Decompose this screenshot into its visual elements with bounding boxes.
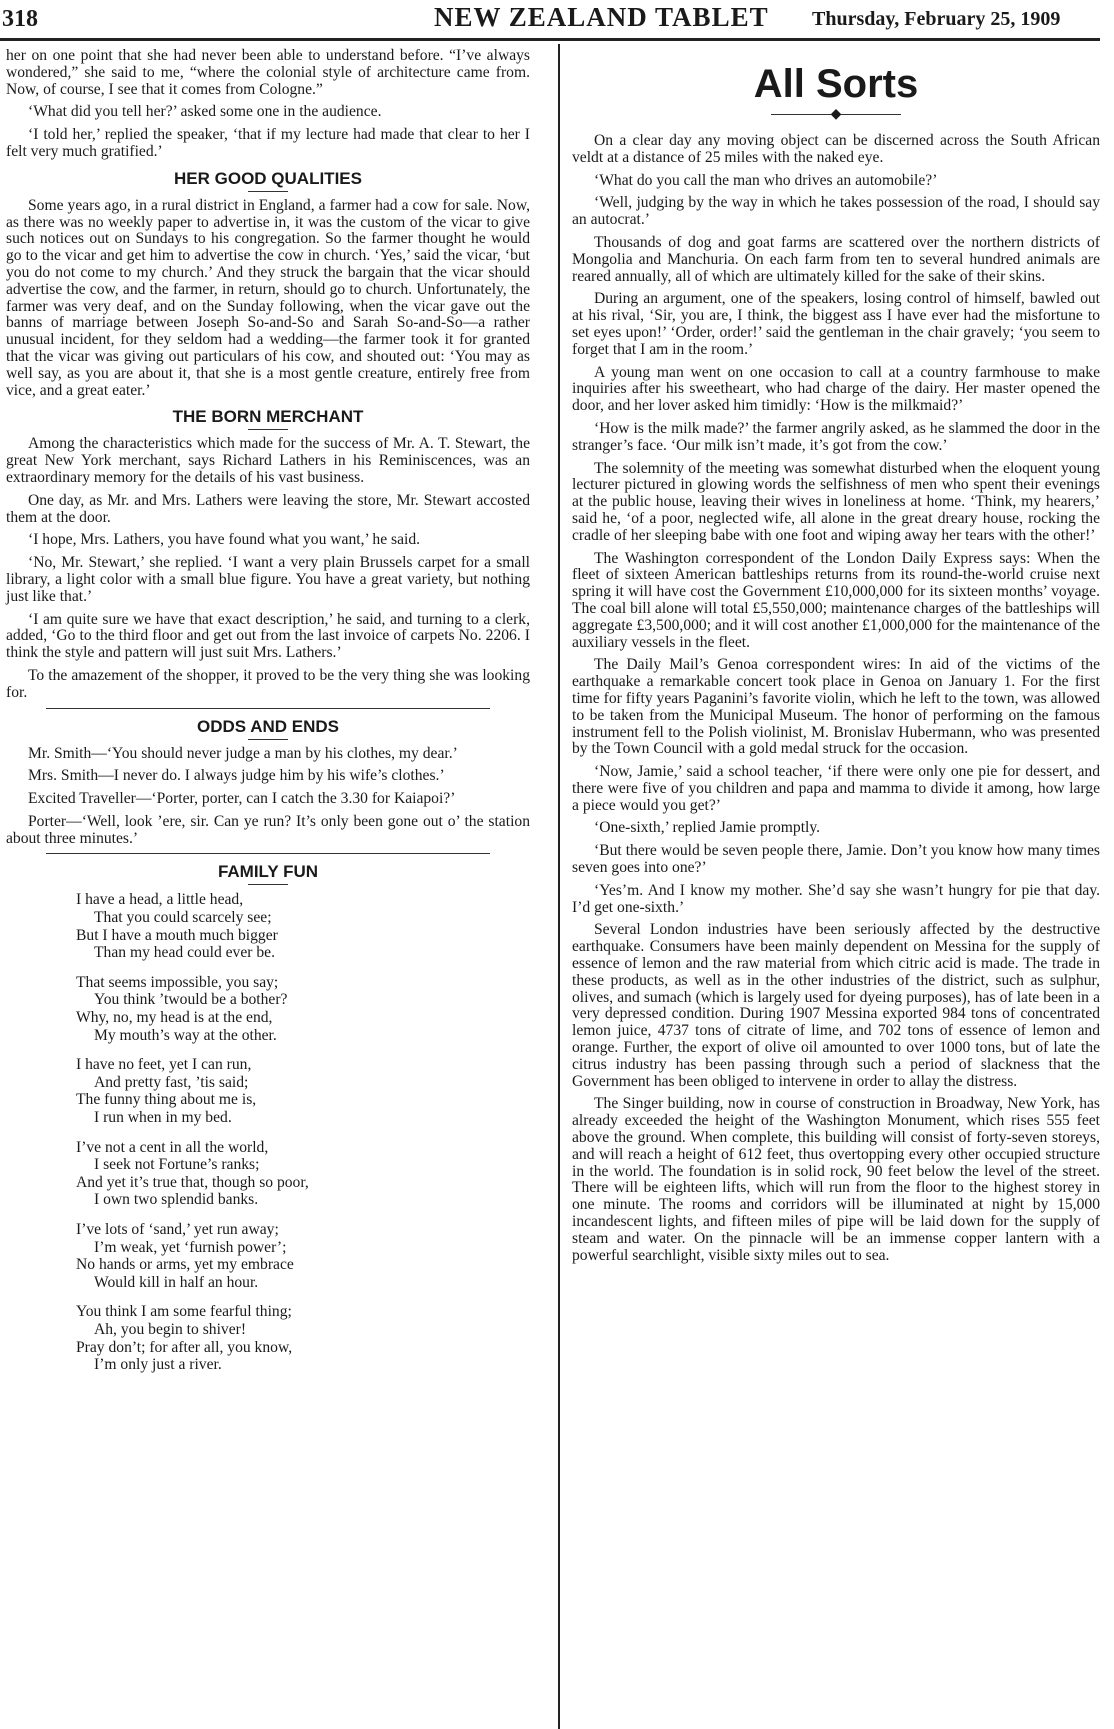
poem-line: I have a head, a little head, xyxy=(76,891,244,909)
all-sorts-paragraph: A young man went on one occasion to call at a country farmhouse to make inquiries after his sweetheart, who had charge of the dairy. Her master opened the door, and her lover asked him timidly: ‘How is the milkmaid?’ xyxy=(572,363,1100,415)
masthead-rule xyxy=(0,38,1100,41)
all-sorts-paragraph: ‘Now, Jamie,’ said a school teacher, ‘if there were only one pie for dessert, and there were five of you children and papa and mamma to divide it among, how large a piece would you get?’ xyxy=(572,763,1100,814)
article-paragraph: ‘No, Mr. Stewart,’ she replied. ‘I want a very plain Brussels carpet for a small library, a light color with a small blue figure. You have a great variety, but nothing just like that.’ xyxy=(6,554,530,605)
intro-paragraph: ‘I told her,’ replied the speaker, ‘that if my lecture had made that clear to her I felt very much gratified.’ xyxy=(6,126,530,160)
poem-line: Pray don’t; for after all, you know, xyxy=(76,1338,293,1356)
poem-stanza xyxy=(76,974,530,1044)
paper-title: NEW ZEALAND TABLET xyxy=(434,2,769,32)
article-paragraph: ‘I hope, Mrs. Lathers, you have found what you want,’ he said. xyxy=(28,531,421,549)
poem-line: Why, no, my head is at the end, xyxy=(76,1009,273,1027)
poem-line: That seems impossible, you say; xyxy=(76,973,279,991)
right-column xyxy=(572,48,1100,1270)
poem-line: That you could scarcely see; xyxy=(94,909,272,927)
issue-date: Thursday, February 25, 1909 xyxy=(812,8,1061,30)
column-divider xyxy=(558,44,560,1729)
all-sorts-paragraph: Several London industries have been seriously affected by the destructive earthquake. Consumers have been mainly dependent on Messina for the supply of essence of lemon and the raw material from which citric acid is made. The trade in these products, as well as in the other industries of the district, such as sulphur, olives, and sumach (which is largely used for dyeing purposes), has of late been in a very depressed condition. During 1907 Messina exported 984 tons of concentrated lemon juice, 4737 tons of citrate of lime, and 702 tons of essence of lemon and orange. Further, the export of olive oil amounted to over 1000 tons, but of late the citrus industry has been passing through such a period of slackness that the Government has been obliged to intervene in order to allay the distress. xyxy=(572,921,1100,1090)
article-paragraph: ‘I am quite sure we have that exact description,’ he said, and turning to a clerk, added, ‘Go to the third floor and get out from the last invoice of carpets No. 2206. I think the style and pattern will just suit Mrs. Lathers.’ xyxy=(6,610,530,662)
all-sorts-paragraph: On a clear day any moving object can be discerned across the South African veldt at a distance of 25 miles with the naked eye. xyxy=(572,132,1100,166)
article-paragraph: Mr. Smith—‘You should never judge a man by his clothes, my dear.’ xyxy=(28,744,458,762)
intro-paragraph: ‘What did you tell her?’ asked some one in the audience. xyxy=(28,103,382,121)
poem-line: I run when in my bed. xyxy=(94,1109,232,1127)
poem-line: Ah, you begin to shiver! xyxy=(94,1320,247,1338)
all-sorts-paragraph: ‘Well, judging by the way in which he takes possession of the road, I should say an autocrat.’ xyxy=(572,194,1100,229)
poem-line: My mouth’s way at the other. xyxy=(94,1026,277,1044)
all-sorts-paragraph: ‘What do you call the man who drives an automobile?’ xyxy=(594,171,938,189)
poem-line: The funny thing about me is, xyxy=(76,1091,257,1109)
heading-rule xyxy=(248,429,288,430)
article-paragraph: Among the characteristics which made for the success of Mr. A. T. Stewart, the great New York merchant, says Richard Lathers in his Reminiscences, was an extraordinary memory for the details of his vast business. xyxy=(6,435,530,486)
all-sorts-paragraph: During an argument, one of the speakers, losing control of himself, bawled out at his rival, ‘Sir, you are, I think, the biggest ass I have ever had the misfortune to set eyes upon!’ ‘Order, order!’ said the gentleman in the chair gravely; ‘you seem to forget that I am in the room.’ xyxy=(572,290,1100,358)
poem-line: I’m weak, yet ‘furnish power’; xyxy=(94,1238,287,1256)
poem-line: I seek not Fortune’s ranks; xyxy=(94,1156,260,1174)
page-number: 318 xyxy=(2,6,38,32)
poem-stanza xyxy=(76,1221,530,1291)
poem-line: I’ve lots of ‘sand,’ yet run away; xyxy=(76,1220,279,1238)
poem-stanza xyxy=(76,1056,530,1126)
poem-stanza xyxy=(76,1303,530,1373)
masthead xyxy=(0,0,1100,40)
all-sorts-paragraph: The Daily Mail’s Genoa correspondent wires: In aid of the victims of the earthquake a remarkable concert took place in Genoa on January 1. For the first time for fifty years Paganini’s favorite violin, which he left to the town, was allowed to be taken from the Municipal Museum. The honor of performing on the famous instrument fell to the Polish violinist, M. Bronislav Hubermann, who was presented by the Town Council with a gold medal struck for the occasion. xyxy=(572,656,1100,758)
poem-line: I’ve not a cent in all the world, xyxy=(76,1138,269,1156)
all-sorts-paragraph: The Singer building, now in course of construction in Broadway, New York, has already exceeded the height of the Washington Monument, which rises 555 feet above the ground. When complete, this building will consist of forty-seven storeys, and will reach a height of 612 feet, thus overtopping every other occupied structure in the world. The foundation is in solid rock, 90 feet below the level of the street. There will be eighteen lifts, which will run from the floor to the highest storey in one minute. The rooms and corridors will be illuminated at night by 15,000 incandescent lights, and fifteen miles of pipe will be laid down for the supply of steam and water. On the pinnacle will be an immense copper lantern with a powerful searchlight, visible sixty miles out to sea. xyxy=(572,1095,1100,1264)
poem-line: You think I am some fearful thing; xyxy=(76,1303,292,1321)
all-sorts-paragraph: The Washington correspondent of the London Daily Express says: When the fleet of sixteen American battleships returns from its round-the-world cruise next spring it will have cost the Government £10,000,000 for its sixteen months’ voyage. The coal bill alone will total £5,550,000; maintenance charges of the battleships will aggregate £3,500,000; and it will cost another £1,000,000 for the maintenance of the auxiliary vessels in the fleet. xyxy=(572,549,1100,651)
all-sorts-paragraph: The solemnity of the meeting was somewhat disturbed when the eloquent young lecturer pictured in glowing words the selfishness of men who spent their evenings at the public house, leaving their wives in loneliness at home. ‘Think, my hearers,’ said he, ‘of a poor, neglected wife, all alone in the great dreary house, rocking the cradle of her sleeping babe with one foot and wiping away her tears with the other!’ xyxy=(572,459,1100,544)
article-paragraph: Some years ago, in a rural district in England, a farmer had a cow for sale. Now, as there was no weekly paper to advertise in, it was the custom of the vicar to give such notices out on Sundays to his congregation. So the farmer thought he would go to the vicar and get him to advertise the cow in church. ‘Yes,’ said the vicar, ‘but you do not come to my church.’ And they struck the bargain that the vicar should advertise the cow, and the farmer, in return, should go to church. Unfortunately, the farmer was very deaf, and on the Sunday following, when the vicar gave out the banns of marriage between Joseph So-and-So and Sarah So-and-So—a rather unusual incident, for they seldom had a wedding—the farmer took it for granted that the vicar was giving out particulars of his cow, and shouted out: ‘You may as well say, as you are about it, that she is a most gentle creature, entirely free from vice, and a great eater.’ xyxy=(6,196,530,399)
poem-stanza xyxy=(76,891,530,961)
all-sorts-heading: All Sorts xyxy=(753,62,919,106)
article-paragraph: Excited Traveller—‘Porter, porter, can I catch the 3.30 for Kaiapoi?’ xyxy=(28,790,456,808)
poem-line: No hands or arms, yet my embrace xyxy=(76,1256,294,1274)
poem-line: And yet it’s true that, though so poor, xyxy=(76,1173,309,1191)
poem-line: And pretty fast, ’tis said; xyxy=(94,1073,249,1091)
section-heading: FAMILY FUN xyxy=(217,862,319,882)
section-heading: ODDS AND ENDS xyxy=(197,716,339,736)
article-paragraph: Porter—‘Well, look ’ere, sir. Can ye run? It’s only been gone out o’ the station about three minutes.’ xyxy=(6,812,530,847)
article-paragraph: Mrs. Smith—I never do. I always judge him by his wife’s clothes.’ xyxy=(28,767,445,785)
intro-paragraph: her on one point that she had never been able to understand before. “I’ve always wondered,” she said to me, “where the colonial style of architecture came from. Now, of course, I see that it comes from Cologne.” xyxy=(6,47,530,98)
all-sorts-paragraph: ‘How is the milk made?’ the farmer angrily asked, as he slammed the door in the stranger’s face. ‘Our milk isn’t made, it’s got from the cow.’ xyxy=(572,419,1100,454)
poem-line: Would kill in half an hour. xyxy=(94,1273,259,1291)
article-paragraph: To the amazement of the shopper, it proved to be the very thing she was looking for. xyxy=(6,666,530,701)
all-sorts-paragraph: ‘One-sixth,’ replied Jamie promptly. xyxy=(594,819,821,837)
left-column xyxy=(6,48,530,1386)
section-rule xyxy=(46,853,490,854)
heading-ornament: ◆ xyxy=(572,106,1100,123)
heading-rule xyxy=(248,739,288,740)
poem-line: I own two splendid banks. xyxy=(94,1191,259,1209)
section-heading: HER GOOD QUALITIES xyxy=(174,168,362,188)
heading-rule xyxy=(248,884,288,885)
poem-line: I’m only just a river. xyxy=(94,1356,222,1374)
article-paragraph: One day, as Mr. and Mrs. Lathers were leaving the store, Mr. Stewart accosted them at the door. xyxy=(6,491,530,526)
section-rule xyxy=(46,708,490,709)
poem-line: You think ’twould be a bother? xyxy=(94,991,288,1009)
heading-rule xyxy=(248,191,288,192)
poem-line: I have no feet, yet I can run, xyxy=(76,1056,252,1074)
all-sorts-paragraph: ‘But there would be seven people there, Jamie. Don’t you know how many times seven goes into one?’ xyxy=(572,842,1100,877)
poem-line: But I have a mouth much bigger xyxy=(76,926,278,944)
poem-line: Than my head could ever be. xyxy=(94,944,275,962)
poem-stanza xyxy=(76,1139,530,1209)
all-sorts-paragraph: Thousands of dog and goat farms are scattered over the northern districts of Mongolia and Manchuria. On each farm from ten to several hundred animals are reared annually, all of which are ultimately killed for the sake of their skins. xyxy=(572,233,1100,285)
section-heading: THE BORN MERCHANT xyxy=(172,407,364,427)
all-sorts-paragraph: ‘Yes’m. And I know my mother. She’d say she wasn’t hungry for pie that day. I’d get one-sixth.’ xyxy=(572,881,1100,916)
